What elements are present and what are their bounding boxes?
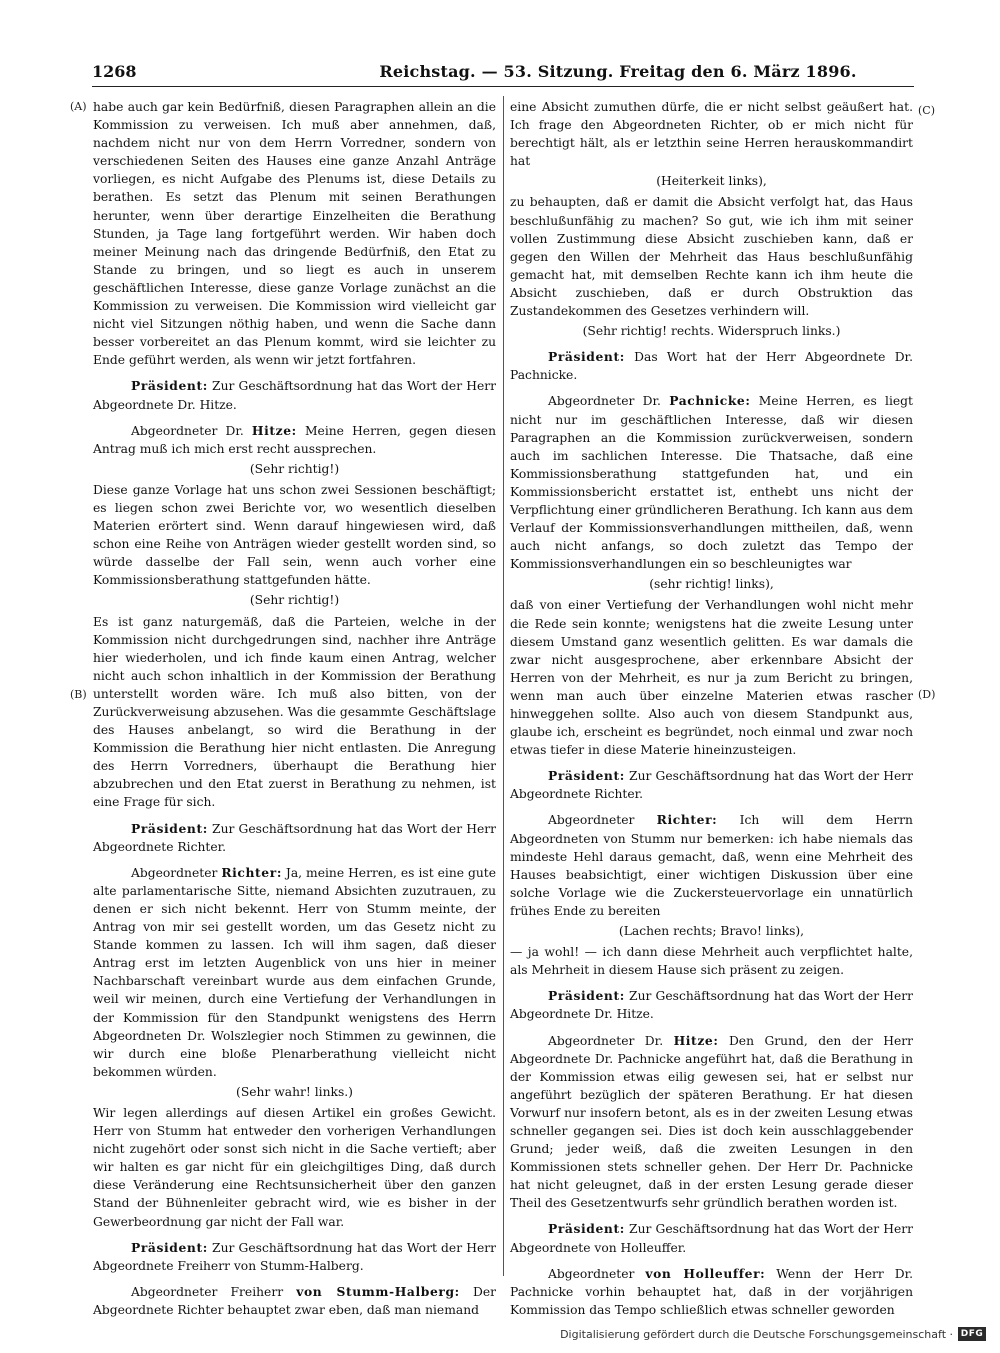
reaction: (Sehr richtig!) [249, 593, 340, 608]
speaker-prefix: Abgeordneter Dr. [548, 1033, 674, 1048]
paragraph-speech [510, 392, 913, 573]
reaction: (Heiterkeit links), [656, 174, 767, 189]
speaker-name: Richter: [656, 812, 718, 828]
speech-text: Ja, meine Herren, es ist eine gute alte parlamentarische Sitte, niemand Absichten zuzutrauen, zu denen er sich nicht bekennt. Herr von Stumm meinte, der Antrag von mir sei gestellt worden, um das Gesetz nicht zu Stande kommen zu lassen. Ich will ihm sagen, daß dieser Antrag erst im letzten Augenblick von uns hier in meiner Nachbarschaft vereinbart wurde aus dem einfachen Grunde, weil wir meinen, durch eine Vertiefung der Verhandlungen in der Kommission für den Standpunkt wenigstens des Herrn Abgeordneten Dr. Wolszlegier noch Stimmen zu gewinnen, die wir durch eine bloße Plenarberathung vielleicht nicht bekommen würden. [93, 865, 496, 1079]
paragraph: daß von einer Vertiefung der Verhandlungen wohl nicht mehr die Rede sein konnte; wenigstens hat die zweite Lesung unter diesem Umstand ganz wesentlich gelitten. Es war damals die zwar nicht ausgesprochene, aber erkennbare Absicht der Herren von der Mehrheit, es nur ja zum Bericht zu bringen, wenn man auch über einzelne Materien etwas rascher hinweggehen sollte. Also auch von diesem Standpunkt aus, glaube ich, erscheint es begründet, noch einmal und zwar noch etwas tiefer in diese Materie hineinzusteigen. [510, 598, 913, 758]
paragraph-speech [93, 1283, 496, 1319]
paragraph-speech [510, 811, 913, 920]
speech-text: Wenn der Herr Dr. Pachnicke vorhin behauptet hat, daß in der vorjährigen Kommission das Tempo schließlich etwas schneller geworden [510, 1266, 914, 1317]
reaction: (Lachen rechts; Bravo! links), [618, 924, 805, 939]
speaker-name: Präsident: [548, 349, 625, 365]
speaker-prefix: Abgeordneter [548, 813, 657, 828]
speech-text: Ich will dem Herrn Abgeordneten von Stumm nur bemerken: ich habe niemals das mindeste Hehl daraus gemacht, daß, wenn eine Mehrheit des Hauses beabsichtigt, einer wichtigen Diskussion über eine solche Vorlage wie die Zuckersteuervorlage ein unnatürlich frühes Ende zu bereiten [510, 813, 913, 918]
reaction: (sehr richtig! links), [649, 577, 774, 592]
speaker-prefix: Abgeordneter Freiherr [131, 1284, 297, 1299]
paragraph: — ja wohl! — ich dann diese Mehrheit auch verpflichtet halte, als Mehrheit in diesem Hause sich präsent zu zeigen. [510, 945, 913, 978]
paragraph: eine Absicht zumuthen dürfe, die er nicht selbst geäußert hat. Ich frage den Abgeordneten Richter, ob er mich nicht für berechtigt hält, als er letzthin seine Herren herauskommandirt hat [510, 100, 913, 169]
dfg-logo-icon: DFG [958, 1327, 986, 1341]
paragraph-president [510, 1220, 913, 1256]
speech-text: Meine Herren, es liegt nicht nur im geschäftlichen Interesse, daß wir diesen Paragraphen an die Kommission zurückverweisen, sondern auch im sachlichen Interesse. Die Thatsache, daß eine Kommissionsberathung stattgefunden hat, und ein Kommissionsbericht erstattet ist, enthebt uns nicht der Verpflichtung einer gründlicheren Berathung. Ich kann aus dem Verlauf der Kommissionsverhandlungen mittheilen, daß, wenn auch nicht anfangs, so doch zuletzt das Tempo der Kommissionsverhandlungen ein so beschleunigtes war [510, 394, 913, 572]
paragraph-president [93, 820, 496, 856]
speaker-prefix: Abgeordneter Dr. [548, 394, 670, 409]
speaker-name: Präsident: [131, 1239, 208, 1255]
right-column [510, 98, 914, 1317]
paragraph-president [93, 377, 496, 413]
speaker-prefix: Abgeordneter [548, 1266, 646, 1281]
speaker-name: Präsident: [131, 820, 208, 836]
margin-mark-b: (B) [70, 688, 87, 701]
speech-text: Zur Geschäftsordnung hat das Wort der Herr Abgeordnete Dr. Hitze. [510, 989, 913, 1022]
speech-text: Zur Geschäftsordnung hat das Wort der Herr Abgeordnete Freiherr von Stumm-Halberg. [93, 1240, 496, 1273]
page-header [92, 60, 914, 87]
footer-credit [560, 1325, 986, 1343]
paragraph-president [93, 1239, 496, 1275]
speaker-name: Richter: [221, 864, 282, 880]
paragraph: Es ist ganz naturgemäß, daß die Parteien, welche in der Kommission nicht durchgedrungen sind, nachher ihre Anträge hier wiederholen, und ich finde kaum einen Antrag, welcher nicht auch schon inhaltlich in der Kommission der Berathung unterstellt worden wäre. Ich muß also bitten, von der Zurückverweisung abzusehen. Was die gesammte Geschäftslage des Hauses anbelangt, so wird die Berathung in der Kommission die Berathung hier nicht entlasten. Die Anregung des Herrn Vorredners, überhaupt die Berathung hier abzubrechen und den Etat zuerst in Berathung zu nehmen, ist eine Frage für sich. [93, 614, 496, 810]
speech-text: Meine Herren, gegen diesen Antrag muß ich mich erst recht aussprechen. [93, 423, 496, 456]
running-title: Reichstag. — 53. Sitzung. Freitag den 6. März 1896. [379, 62, 857, 81]
credit-text: Digitalisierung gefördert durch die Deutsche Forschungsgemeinschaft · [560, 1327, 953, 1341]
paragraph-president [510, 348, 913, 384]
speech-text: Das Wort hat der Herr Abgeordnete Dr. Pachnicke. [510, 350, 913, 383]
speech-text: Der Abgeordnete Richter behauptet zwar eben, daß man niemand [93, 1284, 496, 1317]
speech-text: Zur Geschäftsordnung hat das Wort der Herr Abgeordnete Richter. [93, 821, 496, 854]
speaker-name: von Holleuffer: [645, 1265, 766, 1281]
paragraph-president [510, 987, 913, 1023]
reaction: (Sehr richtig!) [249, 461, 340, 476]
paragraph: Diese ganze Vorlage hat uns schon zwei Sessionen beschäftigt; es liegen schon zwei Berichte vor, wo wesentlich dieselben Materien erörtert sind. Wenn darauf hingewiesen wird, daß schon eine Reihe von Anträgen wieder gestellt worden sind, so würde dasselbe der Fall sein, wenn auch vorher eine Kommissionsberathung stattgefunden hätte. [93, 482, 496, 588]
page-number: 1268 [92, 62, 137, 81]
reaction: (Sehr richtig! rechts. Widerspruch links.) [582, 324, 841, 339]
margin-mark-c: (C) [918, 104, 935, 117]
speaker-name: Hitze: [673, 1032, 719, 1048]
speaker-name: Präsident: [548, 988, 625, 1004]
column-divider [503, 96, 504, 1276]
speaker-name: Präsident: [131, 378, 208, 394]
paragraph-president [510, 767, 913, 803]
margin-mark-a: (A) [70, 100, 87, 113]
paragraph: zu behaupten, daß er damit die Absicht verfolgt hat, das Haus beschlußunfähig zu machen? So gut, wie ich ihm mit seiner vollen Zustimmung diese Absicht zuschieben kann, daß er gegen den Willen der Mehrheit das Haus beschlußunfähig gemacht hat, mit demselben Rechte kann ich ihm heute die Absicht zuschieben, daß er durch Obstruktion das Zustandekommen des Gesetzes verhindern will. [510, 195, 913, 319]
speech-text: Zur Geschäftsordnung hat das Wort der Herr Abgeordnete von Holleuffer. [510, 1222, 913, 1255]
paragraph-speech [93, 864, 496, 1081]
margin-mark-d: (D) [918, 688, 936, 701]
speech-text: Zur Geschäftsordnung hat das Wort der Herr Abgeordnete Dr. Hitze. [93, 379, 496, 412]
paragraph: habe auch gar kein Bedürfniß, diesen Paragraphen allein an die Kommission zu verweisen. Ich muß aber annehmen, daß, nachdem nicht nur von dem Herrn Vorredner, sondern von verschiedenen Seiten des Hauses eine ganze Anzahl Anträge vorliegen, es nicht Aufgabe des Plenums ist, diese Details zu berathen. Es setzt das Plenum mit seinen Berathungen herunter, wenn über derartige Einzelheiten die Berathung Stunden, ja Tage lang fortgeführt werden. Wir haben doch meiner Meinung nach das dringende Bedürfniß, den Etat zu Stande zu bringen, und so liegt es auch in unserem geschäftlichen Interesse, diese ganze Vorlage zunächst an die Kommission zu verweisen. Die Kommission wird vielleicht gar nicht viel Sitzungen nöthig haben, und wenn die Sache dann besser vorbereitet an das Plenum kommt, wird sie leichter zu Ende geführt werden, als wenn wir jetzt fortfahren. [93, 100, 496, 368]
speaker-name: von Stumm-Halberg: [296, 1283, 460, 1299]
reaction: (Sehr wahr! links.) [236, 1084, 353, 1099]
speaker-name: Hitze: [251, 422, 297, 438]
speech-text: Den Grund, den der Herr Abgeordnete Dr. Pachnicke angeführt hat, daß die Berathung in der Kommission etwas eilig gewesen sei, hat er selbst nur angeführt bezüglich der späteren Berathung. Er hat diesen Vorwurf nur insofern betont, als es in der zweiten Lesung etwas schneller gegangen sei. Dies ist doch kein ausschlaggebender Grund; jeder weiß, daß die zweiten Lesungen in den Kommissionen stets schneller gehen. Der Herr Dr. Pachnicke hat nicht geleugnet, daß in der ersten Lesung gerade dieser Theil des Gesetzentwurfs sehr gründlich berathen worden ist. [510, 1033, 913, 1211]
speaker-prefix: Abgeordneter [131, 865, 222, 880]
paragraph-speech [510, 1265, 913, 1319]
speech-text: Zur Geschäftsordnung hat das Wort der Herr Abgeordnete Richter. [510, 769, 913, 802]
paragraph: Wir legen allerdings auf diesen Artikel ein großes Gewicht. Herr von Stumm hat entweder den vorherigen Verhandlungen nicht zugehört oder sonst sich nicht in die Sache vertieft; aber wir halten es gar nicht für ein gleichgiltiges Ding, daß durch diese Veränderung eine Rechtsunsicherheit über den ganzen Stand der Bühnenleiter gebracht wird, wie es bisher in der Gewerbeordnung gar nicht der Fall war. [93, 1105, 496, 1229]
paragraph-speech [510, 1032, 913, 1213]
speaker-name: Präsident: [548, 768, 625, 784]
left-column [93, 98, 496, 1317]
speaker-name: Präsident: [548, 1221, 625, 1237]
speaker-prefix: Abgeordneter Dr. [131, 423, 252, 438]
paragraph-speech [93, 422, 496, 458]
speaker-name: Pachnicke: [669, 393, 751, 409]
